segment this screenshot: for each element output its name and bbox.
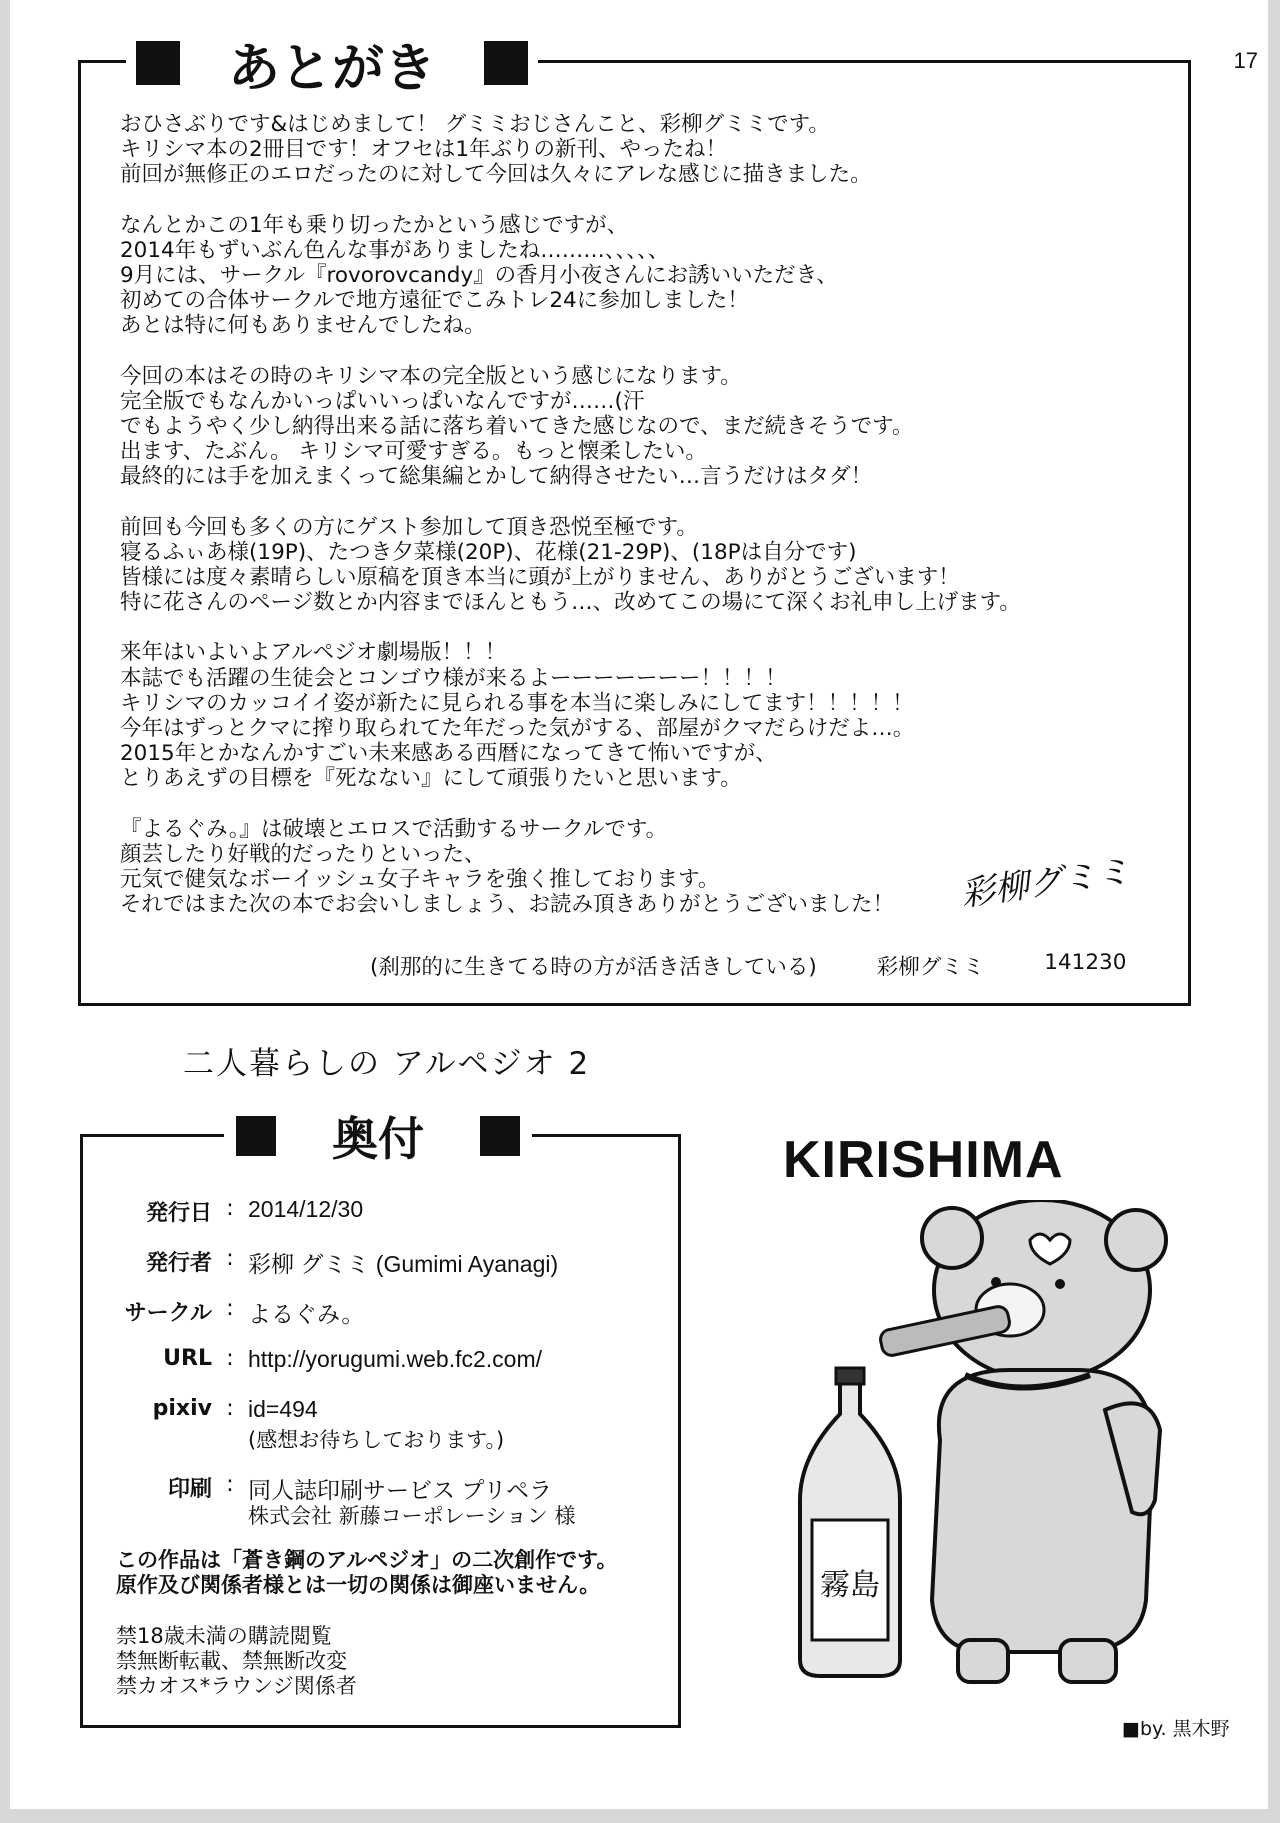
- colophon-row-url: [100, 1346, 542, 1373]
- info-label: 発行日: [145, 1201, 212, 1226]
- text-line: おひさぶりです&はじめまして！ グミミおじさんこと、彩柳グミミです。: [120, 112, 830, 137]
- colophon-row-pixiv: [100, 1396, 318, 1423]
- website-link[interactable]: http://yorugumi.web.fc2.com/: [248, 1346, 543, 1372]
- signoff-note: (刹那的に生きてる時の方が活き活きしている): [370, 955, 817, 980]
- handwritten-signature: 彩柳グミミ: [958, 851, 1133, 915]
- colophon-row-circle: [100, 1296, 364, 1329]
- text-line: 出ます、たぶん。 キリシマ可愛すぎる。もっと懐柔したい。: [120, 439, 707, 465]
- afterword-paragraph: [120, 112, 1160, 188]
- text-line: 今回の本はその時のキリシマ本の完全版という感じになります。: [120, 363, 742, 389]
- bear-illustration: [760, 1200, 1200, 1690]
- info-value: 2014/12/30: [248, 1196, 364, 1222]
- text-line: 特に花さんのページ数とか内容までほんともう…、改めてこの場にて深くお礼申し上げます。: [120, 590, 1021, 616]
- text-line: 完全版でもなんかいっぱいいっぱいなんですが……(汗: [120, 388, 645, 414]
- text-line: 皆様には度々素晴らしい原稿を頂き本当に頭が上がりません、ありがとうございます！: [120, 565, 960, 591]
- afterword-signoff: [370, 950, 1126, 981]
- info-label: pixiv: [152, 1396, 212, 1421]
- prohibition-line: 禁無断転載、禁無断改変: [116, 1649, 347, 1673]
- sake-bottle-icon: [800, 1368, 900, 1676]
- bottle-label: 霧島: [820, 1568, 880, 1603]
- text-line: 2015年とかなんかすごい未来感ある西暦になってきて怖いですが、: [120, 741, 777, 767]
- text-line: 寝るふぃあ様(19P)、たつき夕菜様(20P)、花様(21-29P)、(18Pは自分です): [120, 539, 857, 565]
- colophon-row-issue-date: [100, 1196, 363, 1227]
- signoff-date: 141230: [1044, 950, 1127, 975]
- colophon-row-publisher: [100, 1246, 558, 1279]
- prohibitions: [116, 1624, 357, 1699]
- disclaimer: [116, 1548, 617, 1598]
- afterword-paragraph: [120, 640, 1160, 791]
- text-line: 今年はずっとクマに搾り取られてた年だった気がする、部屋がクマだらけだよ…。: [120, 716, 915, 742]
- text-line: 最終的には手を加えまくって総集編とかして納得させたい…言うだけはタダ！: [120, 464, 873, 490]
- text-line: 前回も今回も多くの方にゲスト参加して頂き恐悦至極です。: [120, 514, 698, 540]
- info-label: サークル: [124, 1301, 212, 1326]
- prohibition-line: 禁18歳未満の購読閲覧: [116, 1624, 332, 1648]
- square-bullet-icon: [236, 1116, 276, 1156]
- pixiv-note: (感想お待ちしております。): [248, 1428, 505, 1452]
- info-label: 発行者: [145, 1251, 212, 1276]
- info-value: 同人誌印刷サービス プリペラ: [248, 1477, 553, 1503]
- square-bullet-icon: [136, 41, 180, 85]
- text-line: でもようやく少し納得出来る話に落ち着いてきた感じなので、まだ続きそうです。: [120, 414, 914, 440]
- bear-icon: [879, 1200, 1166, 1682]
- info-separator: :: [226, 1246, 234, 1271]
- info-value: id=494: [248, 1396, 318, 1422]
- text-line: 9月には、サークル『rovorovcandy』の香月小夜さんにお誘いいただき、: [120, 263, 838, 289]
- text-line: 顔芸したり好戦的だったりといった、: [120, 841, 486, 867]
- disclaimer-line: この作品は「蒼き鋼のアルペジオ」の二次創作です。: [116, 1548, 618, 1572]
- info-separator: :: [226, 1296, 234, 1321]
- text-line: 『よるぐみ。』は破壊とエロスで活動するサークルです。: [120, 816, 668, 842]
- info-value: よるぐみ。: [248, 1301, 365, 1327]
- info-label: URL: [163, 1346, 212, 1371]
- square-bullet-icon: [484, 41, 528, 85]
- signoff-name: 彩柳グミミ: [876, 955, 985, 980]
- colophon-title: 奥付: [332, 1112, 424, 1166]
- info-separator: :: [226, 1472, 234, 1497]
- text-line: それではまた次の本でお会いしましょう、お読み頂きありがとうございました！: [120, 892, 895, 918]
- afterword-heading: [126, 28, 538, 98]
- page-number: 17: [1233, 48, 1258, 73]
- text-line: 前回が無修正のエロだったのに対して今回は久々にアレな感じに描きました。: [120, 162, 872, 188]
- afterword-title: あとがき: [228, 38, 437, 99]
- afterword-paragraph: [120, 515, 1160, 616]
- book-title: 二人暮らしの アルペジオ 2: [183, 1046, 591, 1082]
- text-line: キリシマのカッコイイ姿が新たに見られる事を本当に楽しみにしてます！！！！！: [120, 690, 914, 716]
- info-separator: :: [226, 1196, 234, 1221]
- disclaimer-line: 原作及び関係者様とは一切の関係は御座いません。: [116, 1573, 601, 1597]
- info-separator: :: [226, 1396, 234, 1421]
- info-label: 印刷: [167, 1477, 212, 1502]
- text-line: 2014年もずいぶん色んな事がありましたね………、、、、、: [120, 237, 670, 263]
- text-line: あとは特に何もありませんでしたね。: [120, 313, 486, 339]
- afterword-paragraph: [120, 364, 1160, 490]
- colophon-heading: [224, 1106, 532, 1166]
- info-separator: :: [226, 1346, 234, 1371]
- artist-credit: ■by. 黒木野: [1122, 1718, 1230, 1740]
- afterword-paragraph: [120, 213, 1160, 339]
- square-bullet-icon: [480, 1116, 520, 1156]
- text-line: なんとかこの1年も乗り切ったかという感じですが、: [120, 212, 629, 238]
- text-line: 本誌でも活躍の生徒会とコンゴウ様が来るよーーーーーーー！！！！: [120, 665, 787, 691]
- afterword-body: [120, 112, 1160, 942]
- text-line: キリシマ本の2冊目です！オフセは1年ぶりの新刊、やったね！: [120, 137, 728, 163]
- prohibition-line: 禁カオス*ラウンジ関係者: [116, 1674, 357, 1698]
- text-line: 元気で健気なボーイッシュ女子キャラを強く推しております。: [120, 867, 720, 893]
- printer-company: 株式会社 新藤コーポレーション 様: [248, 1504, 576, 1528]
- text-line: 来年はいよいよアルペジオ劇場版！！！: [120, 640, 507, 666]
- info-value: 彩柳 グミミ (Gumimi Ayanagi): [248, 1251, 559, 1277]
- text-line: とりあえずの目標を『死なない』にして頑張りたいと思います。: [120, 766, 742, 792]
- text-line: 初めての合体サークルで地方遠征でこみトレ24に参加しました！: [120, 288, 749, 314]
- illustration-heading: KIRISHIMA: [783, 1131, 1064, 1189]
